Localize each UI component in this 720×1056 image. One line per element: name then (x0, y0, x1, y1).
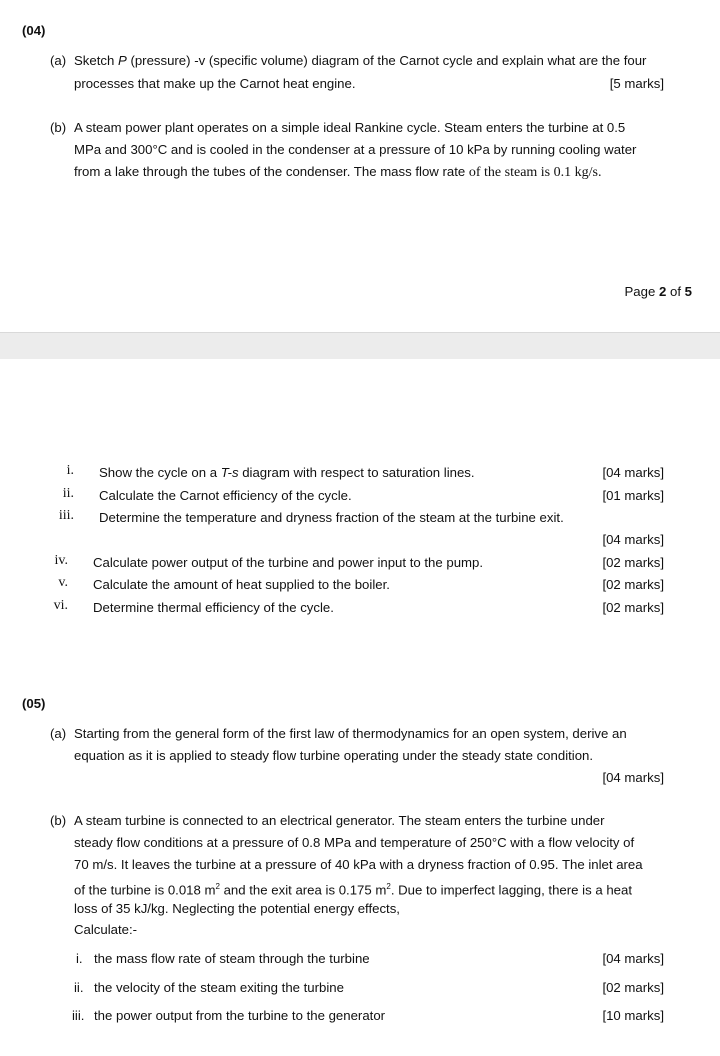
q05b-label: (b) (50, 813, 67, 828)
subpart-number: v. (58, 575, 68, 590)
q05b-line3: 70 m/s. It leaves the turbine at a pressure of 40 kPa with a dryness fraction of 0.95. The inlet area (74, 857, 643, 872)
q05a-label: (a) (50, 726, 67, 741)
subpart-marks: [04 marks] (602, 465, 664, 480)
q05b-part-marks: [02 marks] (602, 980, 664, 995)
subpart-number: iv. (54, 553, 68, 568)
q05a-line1: Starting from the general form of the first law of thermodynamics for an open system, derive an (74, 726, 627, 741)
subpart-number: ii. (62, 486, 74, 501)
q04b-line2: MPa and 300°C and is cooled in the condenser at a pressure of 10 kPa by running cooling water (74, 142, 637, 157)
subpart-text: Calculate power output of the turbine and power input to the pump. (93, 555, 484, 570)
q05b-part-text: the power output from the turbine to the generator (94, 1008, 386, 1023)
q05b-line2: steady flow conditions at a pressure of 0.8 MPa and temperature of 250°C with a flow velocity of (74, 835, 635, 850)
subpart-marks: [02 marks] (602, 577, 664, 592)
subpart-text: Determine thermal efficiency of the cycle. (93, 600, 334, 615)
subpart-text: Determine the temperature and dryness fraction of the steam at the turbine exit. (99, 510, 564, 525)
subpart-number: iii. (58, 508, 74, 523)
subpart-number: vi. (53, 598, 68, 613)
q05b-line1: A steam turbine is connected to an electrical generator. The steam enters the turbine under (74, 813, 605, 828)
q04b-label: (b) (50, 120, 67, 135)
subpart-marks: [02 marks] (602, 555, 664, 570)
q05b-part-number: ii. (74, 980, 84, 995)
subpart-text: Show the cycle on a T-s diagram with respect to saturation lines. (99, 465, 475, 480)
q04a-label: (a) (50, 53, 67, 68)
q05b-part-number: iii. (72, 1008, 85, 1023)
q05b-part-number: i. (76, 951, 83, 966)
page-footer: Page 2 of 5 (624, 284, 692, 299)
q05b-part-marks: [10 marks] (602, 1008, 664, 1023)
q04a-marks: [5 marks] (609, 76, 664, 91)
subpart-text: Calculate the Carnot efficiency of the cycle. (99, 488, 352, 503)
question-04-label: (04) (22, 23, 46, 38)
page-separator (0, 332, 720, 359)
subpart-number: i. (66, 463, 74, 478)
q04a-line1: Sketch P (pressure) -v (specific volume) diagram of the Carnot cycle and explain what are the four (74, 53, 647, 68)
subpart-marks: [01 marks] (602, 488, 664, 503)
subpart-marks: [02 marks] (602, 600, 664, 615)
q05b-part-text: the mass flow rate of steam through the turbine (94, 951, 370, 966)
subpart-text: Calculate the amount of heat supplied to the boiler. (93, 577, 390, 592)
q04b-line3: from a lake through the tubes of the condenser. The mass flow rate of the steam is 0.1 kg/s. (74, 164, 602, 180)
q05b-calculate: Calculate:- (74, 922, 138, 937)
q05b-part-marks: [04 marks] (602, 951, 664, 966)
q04a-line2: processes that make up the Carnot heat engine. (74, 76, 356, 91)
subpart-marks: [04 marks] (602, 532, 664, 547)
q04b-line1: A steam power plant operates on a simple ideal Rankine cycle. Steam enters the turbine at 0.5 (74, 120, 626, 135)
q05a-marks: [04 marks] (602, 770, 664, 785)
q05b-line4: of the turbine is 0.018 $m^2$ and the exit area is 0.175 $m^2$. Due to imperfect lagging, there is a heat (74, 882, 632, 898)
q05b-line5: loss of 35 kJ/kg. Neglecting the potential energy effects, (74, 901, 400, 916)
question-05-label: (05) (22, 696, 46, 711)
q05b-part-text: the velocity of the steam exiting the turbine (94, 980, 344, 995)
q05a-line2: equation as it is applied to steady flow turbine operating under the steady state condition. (74, 748, 594, 763)
